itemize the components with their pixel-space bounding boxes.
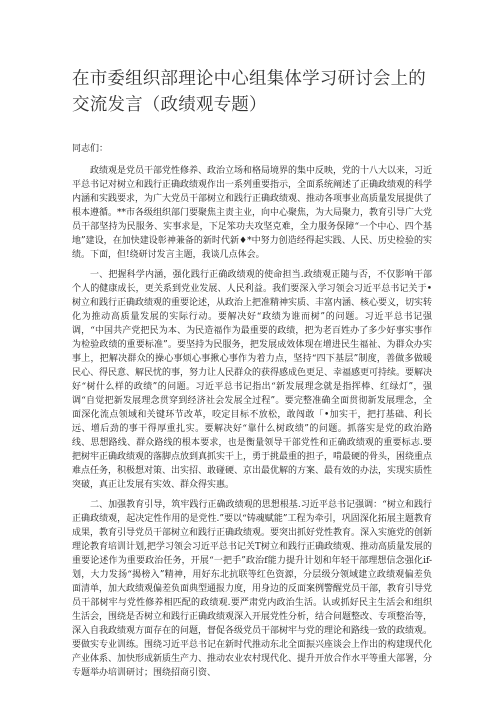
paragraph-section-one: 一、把握科学内涵，强化践行正确政绩观的使命担当.政绩观正随与否，不仅影响干部个人的健康成长，更关系到党业发展、人民利益。我们要深入学习领会习近平总书记关于•树立和践行正确政绩观的重要论述，从政治上把准精神实质、丰富内涵、核心要义，切实转化为推动高质量发展的实际行动。要解决好“政绩为谁而树”的问题。习近平总书记强调，“中国共产党把民为本、为民造福作为最重要的政绩，把为老百姓办了多少好事实事作为检验政绩的重要标准”。要坚持为民服务，把发展成效体现在增进民生福祉、为群众办实事上，把解决群众的操心事烦心事揪心事作为着力点，坚持“四下基层”制度，善做多做暖民心、得民意、解民忧的事，努力让人民群众的获得感成色更足、幸福感更可持续。要解决好“树什么样的政绩”的问题。习近平总书记指出“新发展理念就是指挥棒、红绿灯”，强调“自觉把新发展理念贯穿到经济社会发展全过程”。要完整准确全面贯彻新发展理念，全面深化流点领域和关键环节改革，咬定目标不放松，敢闯敢「•加实干，把打基础、利长远、增后劲的事干得厚重扎实。要解决好“靠什么树政绩”的问题。抓落实是党的政治路线、思想路线、群众路线的根本要求，也是衡量领导干部党性和正确政绩观的重要标志.要把树牢正确政绩观的落脚点放到真抓实干上，勇于挑最重的担子，啃最硬的骨头，困绕重点难点任务，积极想对策、出实招、敢碰硬、京出最优解的方案、最有效的办法，实现实质性突破，真正让发展有实效、群众得实惠。 xyxy=(72,270,433,490)
greeting-line: 同志们： xyxy=(72,144,109,154)
paragraph-section-two: 二、加强教育引导，筑牢践行正确政绩观的思想根基.习近平总书记强调：“树立和践行正确政绩观，起决定性作用的是党性.”要以“铸魂赋能”工程为牵引，巩固深化拓展主题教育成果，教育引导党员干部树立和践行正确政绩观。要突出抓好党性教育。深入实施党的创新理论教育培训计划,把学习领会习近平总书记关T树立和践行正确政绩观、推动高质量发展的重要论述作为重要政治任务，开展“一把手”政治f能力提升计划和年轻干部理想信念强化if-划，大力发扬“揭榜入”精神，用好东北抗联等红色资源，分层级分领域建立政绩观偏差负面清单，加大政绩观偏差负面典型通报力度，用身边的反面案例警醒党员干部，教育引导党员干部树牢与党性修养相匹配的政绩观.要严肃党内政治生活。认或抓好民主生活会和组织生活会，围绕是否树立和践行正确政绩观深入开展党性分析，结合问题整改、专项整治等，深入自我政绩观方面存在的问题，督促各级党员干部树牢与党的理论和路线一致的政绩观。要做实专业训练。围绕习近平总书记在新时代推动东北全面振兴座谈会上作出的构建现代化产业体系、加快形成新质生产力、推动农业农村现代化、提升开放合作水平等重大部署，分专题举办培训研讨；围绕招商引资、 xyxy=(72,500,433,678)
paragraph-intro: 政绩观是党员干部党性修养、政治立场和格局境界的集中反映，党的十八大以来，习近平总书记对树立和践行正确政绩观作出一系列重要指示，全面系统阐述了正确政绩观的科学内涵和实践要求，为广大党员干部树立和践行正确政绩观、推动各项事业高质量发展提供了根本遵循。**市各级组织部门要聚焦主责主业，向中心聚焦，为大局聚力，教育引导广大党员干部坚持为民服务、实事求是，下足笨功夫攻坚克难，全力服务保障“一个中心、四个基地”建设，在加快建设彰神兼备的新时代新♦*中努力创造经得起实践、人民、历史检验的实绩。下面，但!绕研讨发言主题，我谈几点体会。 xyxy=(72,166,433,260)
document-body xyxy=(72,142,432,680)
document-title: 在市委组织部理论中心组集体学习研讨会上的交流发言（政绩观专题） xyxy=(72,69,426,115)
